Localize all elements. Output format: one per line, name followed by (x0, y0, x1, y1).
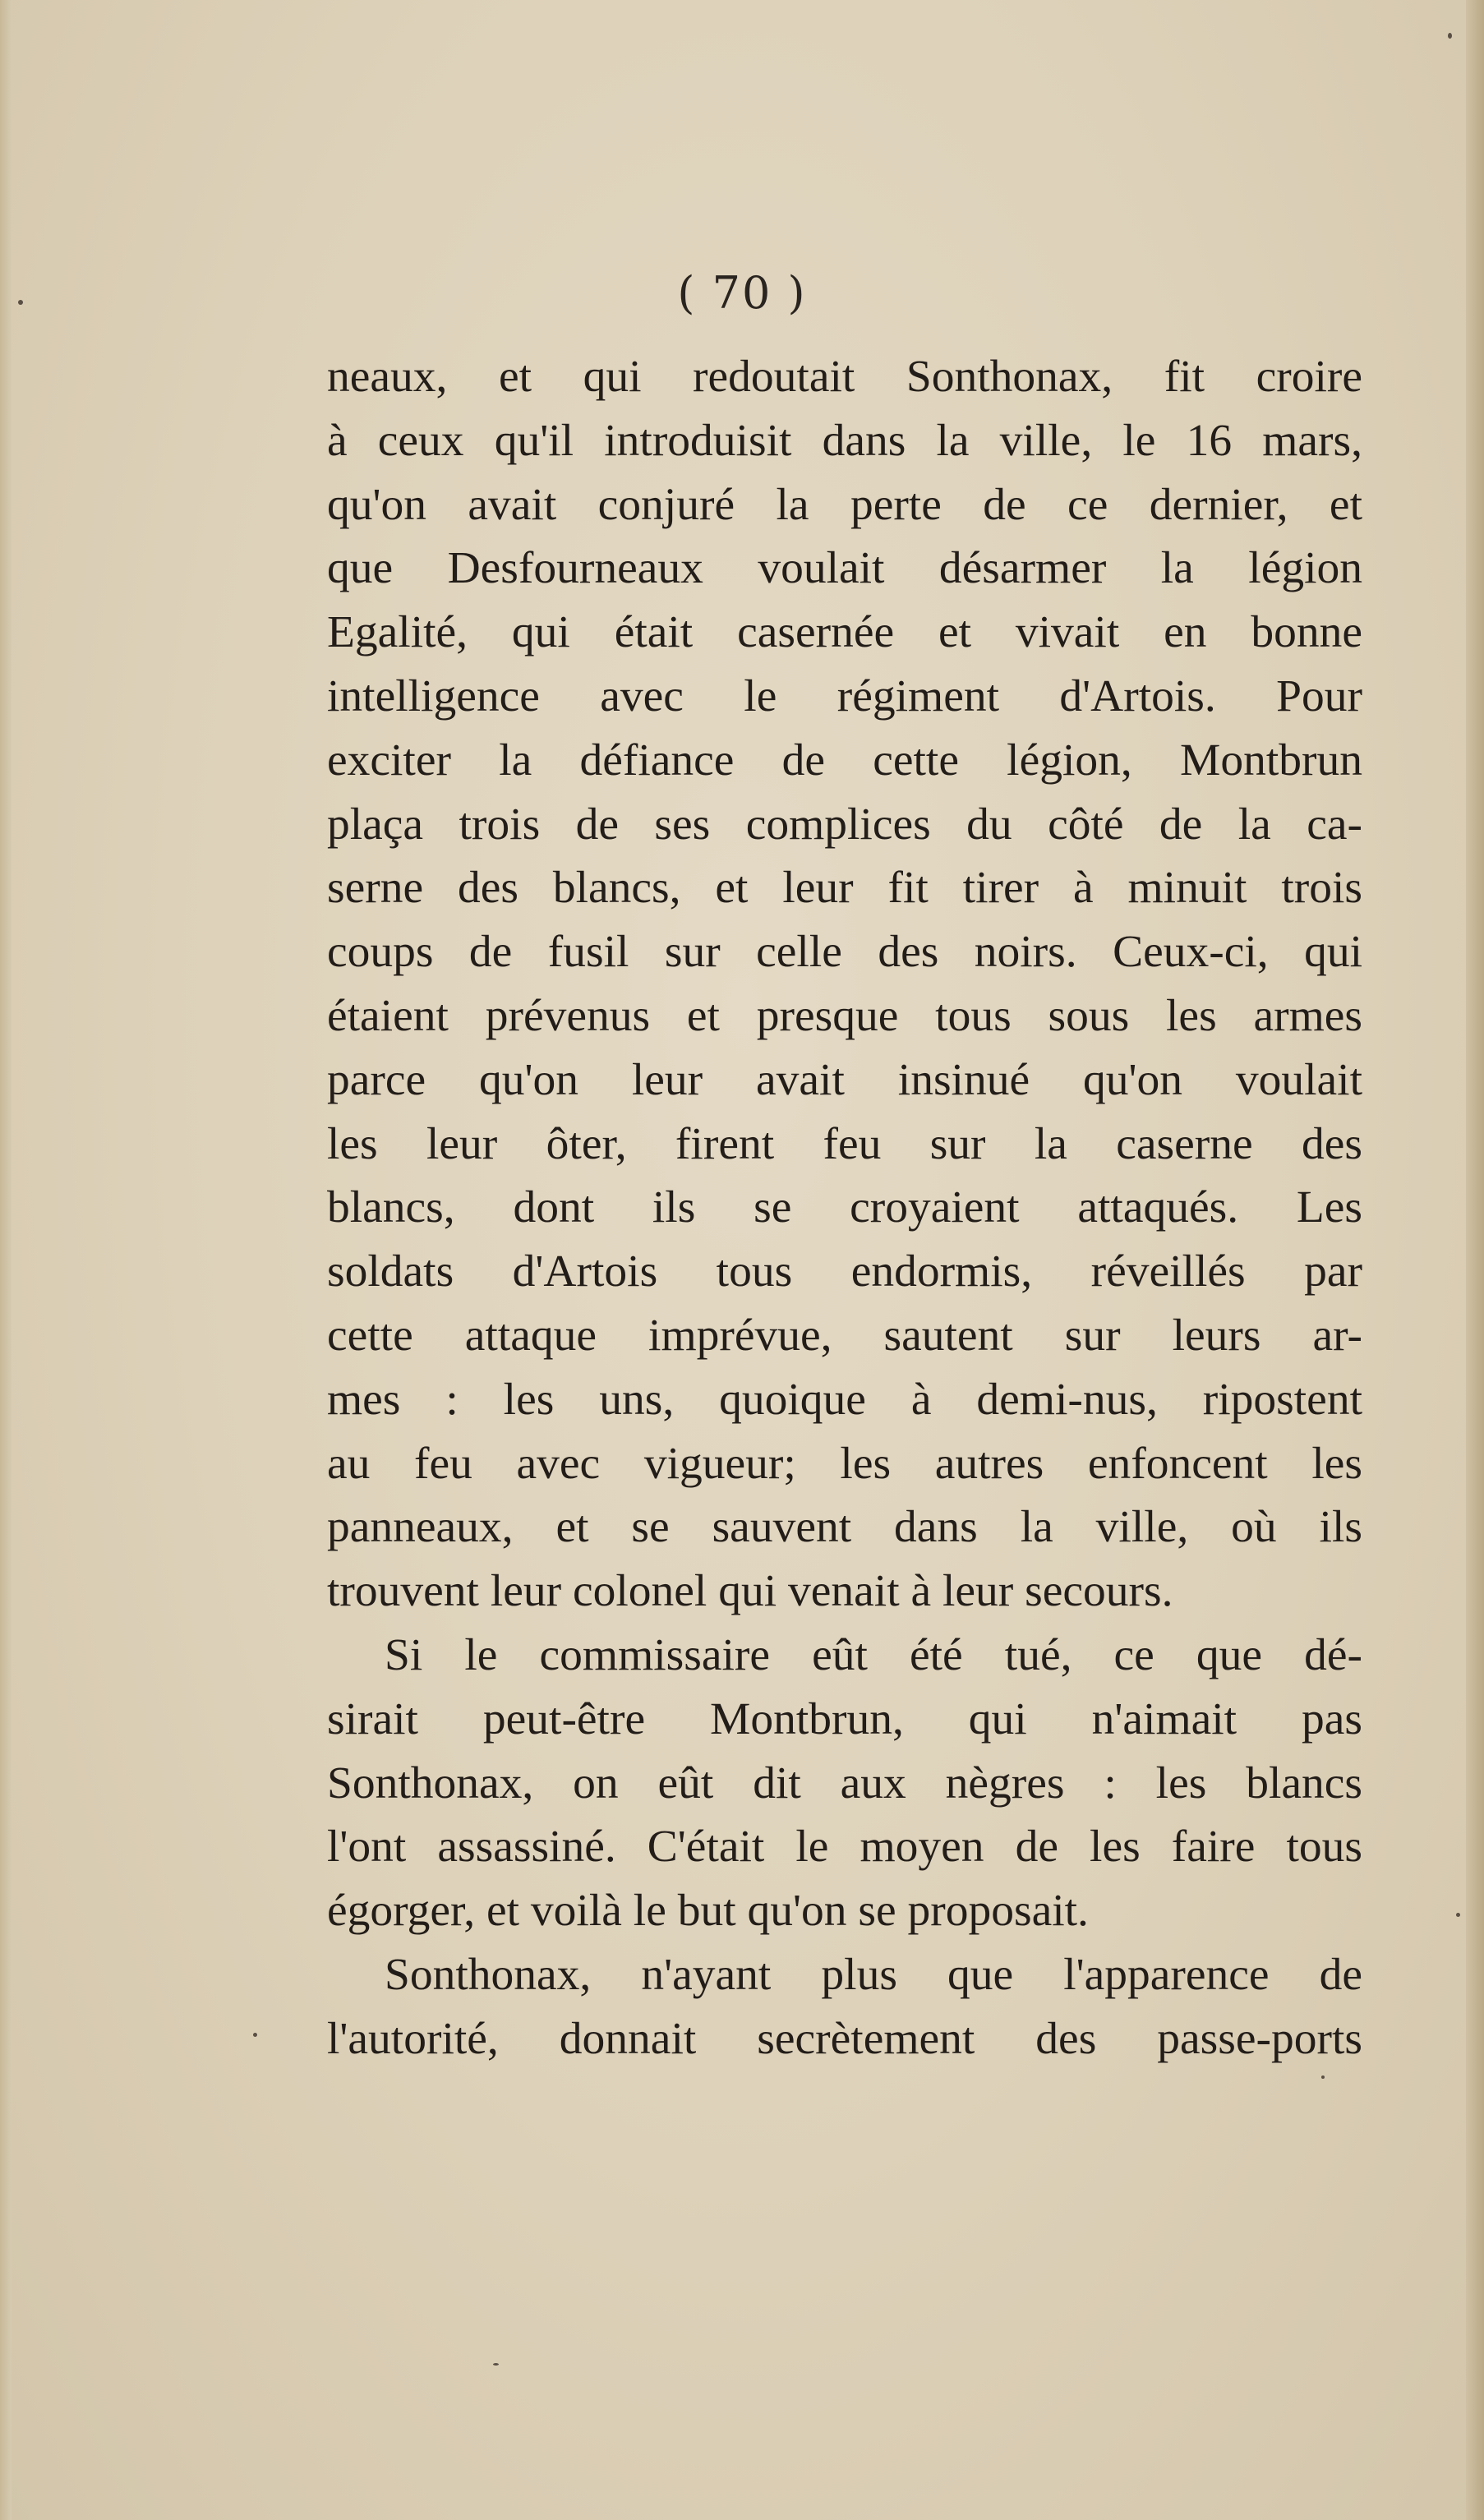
paper-speck (18, 300, 23, 305)
text-line: blancs, dont ils se croyaient attaqués. Les (327, 1182, 1362, 1233)
paper-speck (493, 2363, 499, 2366)
text-line: Sonthonax, on eût dit aux nègres : les blancs (327, 1758, 1362, 1808)
text-line: soldats d'Artois tous endormis, réveillés par (327, 1246, 1362, 1297)
text-line: égorger, et voilà le but qu'on se proposait. (327, 1886, 1089, 1937)
text-line: que Desfourneaux voulait désarmer la légion (327, 543, 1362, 594)
paper-speck (253, 2033, 257, 2037)
page-number: ( 70 ) (677, 267, 807, 319)
page-left-edge (0, 0, 12, 2520)
text-line: Egalité, qui était casernée et vivait en bonne (327, 607, 1362, 658)
text-line: panneaux, et se sauvent dans la ville, où ils (327, 1502, 1362, 1553)
body-text (327, 345, 1362, 2071)
text-line: qu'on avait conjuré la perte de ce dernier, et (327, 479, 1362, 530)
paper-speck (1448, 33, 1452, 39)
paper-speck (1456, 1913, 1460, 1917)
text-line: coups de fusil sur celle des noirs. Ceux-ci, qui (327, 927, 1362, 978)
text-line: exciter la défiance de cette légion, Montbrun (327, 735, 1362, 785)
text-line: Si le commissaire eût été tué, ce que dé- (385, 1629, 1362, 1680)
text-line: sirait peut-être Montbrun, qui n'aimait pas (327, 1693, 1362, 1744)
text-line: à ceux qu'il introduisit dans la ville, le 16 mars, (327, 415, 1362, 466)
text-line: trouvent leur colonel qui venait à leur secours. (327, 1566, 1173, 1617)
text-line: Sonthonax, n'ayant plus que l'apparence de (385, 1949, 1362, 2000)
text-line: parce qu'on leur avait insinué qu'on voulait (327, 1054, 1362, 1105)
text-line: serne des blancs, et leur fit tirer à minuit trois (327, 863, 1362, 914)
text-line: étaient prévenus et presque tous sous les armes (327, 990, 1362, 1041)
text-line: mes : les uns, quoique à demi-nus, ripostent (327, 1374, 1362, 1425)
text-line: intelligence avec le régiment d'Artois. Pour (327, 670, 1362, 721)
text-line: cette attaque imprévue, sautent sur leurs ar- (327, 1310, 1362, 1361)
text-line: neaux, et qui redoutait Sonthonax, fit croire (327, 352, 1362, 402)
text-line: plaça trois de ses complices du côté de la ca- (327, 799, 1362, 850)
page-right-edge (1466, 0, 1484, 2520)
text-line: l'autorité, donnait secrètement des passe-ports (327, 2013, 1362, 2064)
text-line: l'ont assassiné. C'était le moyen de les faire tous (327, 1822, 1362, 1873)
text-line: les leur ôter, firent feu sur la caserne des (327, 1118, 1362, 1169)
paper-speck (1321, 2075, 1325, 2079)
text-line: au feu avec vigueur; les autres enfoncent les (327, 1438, 1362, 1489)
